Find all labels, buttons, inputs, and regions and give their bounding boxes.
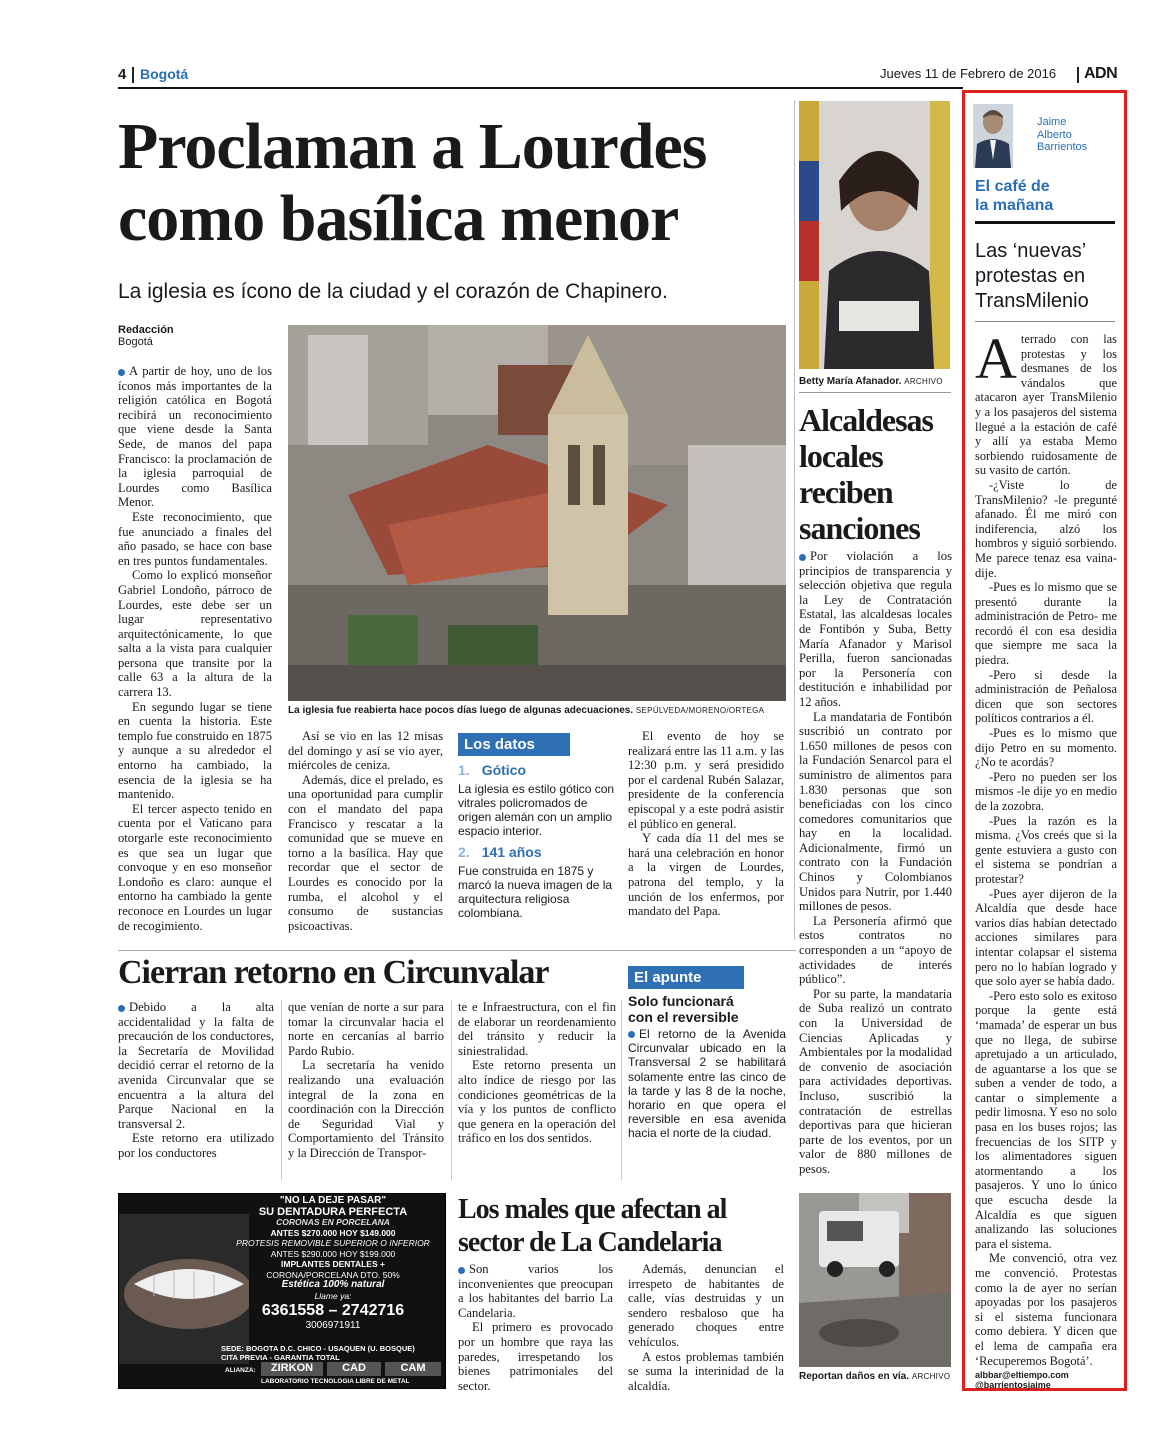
columnist-avatar bbox=[973, 104, 1013, 168]
columnist-header bbox=[973, 104, 1121, 172]
apunte-text: El retorno de la Avenida Circunvalar ubicado en la Transversal 2 se habilitará solamente entre las cinco de la tarde y las 8 de la noche, horario en que opera el reversible en esa avenida hacia el norte de la ciudad. bbox=[628, 1027, 786, 1141]
ad-brand-cad: CAD bbox=[327, 1362, 381, 1376]
ad-lab: LABORATORIO TECNOLOGIA LIBRE DE METAL bbox=[261, 1378, 410, 1385]
byline-place: Bogotá bbox=[118, 336, 153, 348]
ad-line5: IMPLANTES DENTALES + bbox=[281, 1259, 385, 1269]
ad-line4: ANTES $290.000 HOY $199.000 bbox=[270, 1248, 396, 1259]
main-col1-p2: Este reconocimiento, que fue anunciado a finales del año pasado, se hace con base en tres puntos fundamentales. bbox=[118, 509, 272, 568]
ad-line3: PROTESIS REMOVIBLE SUPERIOR O INFERIOR bbox=[236, 1238, 430, 1248]
column-p2: -¿Viste lo de TransMilenio? -le pregunté afanado. Él me miró con indiferencia, alzó los hombros y siguió sorbiendo. Me parece tenaz esa vaina- dije. bbox=[975, 477, 1117, 580]
main-story-col4 bbox=[628, 729, 784, 919]
datos-item1-title: Gótico bbox=[481, 762, 527, 778]
main-headline-line1: Proclaman a Lourdes bbox=[118, 110, 707, 183]
afanador-caption-text: Betty María Afanador. bbox=[799, 376, 902, 387]
circunvalar-c1-p1: Debido a la alta accidentalidad y la falta de precaución de los conductores, la Secretaría de Movilidad decidió cerrar el retorno de la avenida Circunvalar que se encuentra a la altura del Parque Nacional en la transversal 2. bbox=[118, 1000, 274, 1131]
church-caption-text: La iglesia fue reabierta hace pocos días luego de algunas adecuaciones. bbox=[288, 705, 634, 716]
column-body bbox=[975, 326, 1117, 1391]
alcaldesas-headline-l2: locales bbox=[799, 438, 883, 474]
afanador-photo-illustration bbox=[799, 101, 950, 369]
candelaria-headline-l2: sector de La Candelaria bbox=[458, 1227, 722, 1258]
ad-line8: Llame ya: bbox=[314, 1290, 352, 1301]
main-story-col1 bbox=[118, 364, 272, 933]
column-p8: -Pues ayer dijeron de la Alcaldía que desde hace varios días habían detectado acciones similares para intentar colapsar el sistema pero no lo habían logrado y que solo ayer se había dado. bbox=[975, 886, 1117, 989]
ad-address: SEDE: BOGOTA D.C. CHICO - USAQUEN (U. BOSQUE) bbox=[221, 1344, 415, 1353]
circunvalar-col1 bbox=[118, 1000, 274, 1161]
main-col2-p2: Además, dice el prelado, es una oportunidad para cumplir con el mandato del papa Francisco y rescatar a la comunidad que se mueve en torno a la basílica. Hay que recordar que el sector de Lourdes es conocido por la rumba, el alcohol y el consumo de sustancias psicoactivas. bbox=[288, 772, 443, 933]
datos-item2-text: Fue construida en 1875 y marcó la nueva imagen de la arquitectura religiosa colombiana. bbox=[458, 864, 613, 920]
circunvalar-rule-top bbox=[118, 950, 796, 951]
candelaria-c1-p1: Son varios los inconvenientes que preocupan a los habitantes del barrio La Candelaria. bbox=[458, 1262, 613, 1320]
street-caption-text: Reportan daños en vía. bbox=[799, 1371, 910, 1382]
candelaria-col1 bbox=[458, 1262, 613, 1393]
header-rule bbox=[118, 87, 963, 89]
alcaldesas-rule bbox=[799, 392, 951, 393]
candelaria-c2-p2: A estos problemas también se suma la interinidad de la alcaldía. bbox=[628, 1349, 784, 1393]
bullet-icon bbox=[628, 1031, 635, 1038]
afanador-caption bbox=[799, 376, 949, 387]
ad-copy bbox=[223, 1196, 443, 1332]
circunvalar-headline: Cierran retorno en Circunvalar bbox=[118, 954, 549, 991]
datos-item2-title: 141 años bbox=[481, 844, 542, 860]
afanador-photo bbox=[799, 101, 950, 369]
ad-cita: CITA PREVIA - GARANTIA TOTAL bbox=[221, 1353, 340, 1362]
columnist-name-l2: Alberto bbox=[1037, 128, 1072, 141]
datos-item2-num: 2. bbox=[458, 844, 470, 860]
alcaldesas-headline-l1: Alcaldesas bbox=[799, 402, 933, 438]
page-number: 4 bbox=[118, 66, 127, 83]
candelaria-col2 bbox=[628, 1262, 784, 1393]
column-drop-cap: A bbox=[975, 326, 1017, 391]
candelaria-c2-p1: Además, denuncian el irrespeto de habitantes de calle, vías destruidas y un sendero resbaloso que ha generado choques entre vehículos. bbox=[628, 1262, 784, 1349]
column-rule bbox=[794, 100, 795, 940]
afanador-caption-credit: ARCHIVO bbox=[904, 377, 943, 386]
header-date: Jueves 11 de Febrero de 2016 bbox=[880, 66, 1057, 81]
street-photo-illustration bbox=[799, 1193, 951, 1367]
column-email: albbar@eltiempo.com bbox=[975, 1370, 1069, 1381]
main-col1-p5: El tercer aspecto tenido en cuenta por el Vaticano para otorgarle este reconocimiento es que sea un lugar que convoque y en eso monseñor Londoño es claro: aunque el entorno ha cambiado la gente reconoce en Lourdes un lugar de recogimiento. bbox=[118, 801, 272, 933]
byline bbox=[118, 324, 278, 348]
bullet-icon bbox=[799, 554, 806, 561]
church-photo bbox=[288, 325, 786, 701]
ad-phone-mobile: 3006971911 bbox=[305, 1320, 361, 1331]
column-title-rule bbox=[975, 321, 1115, 322]
circunvalar-c2-p1: que venían de norte a sur para tomar la circunvalar hacia el norte en cercanías al barrio Pardo Rubio. bbox=[288, 1000, 444, 1058]
columnist-name bbox=[1037, 116, 1087, 154]
street-caption-credit: ARCHIVO bbox=[911, 1372, 951, 1381]
ad-line6: CORONA/PORCELANA DTO. 50% bbox=[266, 1269, 400, 1280]
main-story-col2 bbox=[288, 729, 443, 933]
alcaldesas-body bbox=[799, 549, 952, 1177]
header-divider-right bbox=[1077, 67, 1079, 83]
bullet-icon bbox=[458, 1267, 465, 1274]
column-twitter: @barrientosjaime bbox=[975, 1380, 1051, 1391]
apunte-box bbox=[628, 966, 786, 1141]
byline-author: Redacción bbox=[118, 324, 174, 336]
main-col1-p1: A partir de hoy, uno de los íconos más importantes de la religión católica en Bogotá recibirá un reconocimiento que viene desde la Santa Sede, de manos del papa Francisco: la proclamación de la iglesia parroquial de Lourdes como Basílica Menor. bbox=[118, 364, 272, 510]
circunvalar-c2-p2: La secretaría ha venido realizando una evaluación integral de la zona en coordinación con la Dirección de Seguridad Vial y Comportamiento del Tránsito y la Dirección de Transpor- bbox=[288, 1058, 444, 1160]
ad-brand-zirkon: ZIRKON bbox=[261, 1362, 323, 1376]
datos-item1-num: 1. bbox=[458, 762, 470, 778]
column-rule bbox=[451, 1000, 452, 1180]
page-header bbox=[118, 66, 1144, 86]
alcaldesas-headline-l4: sanciones bbox=[799, 510, 920, 546]
alcaldesas-p3: La Personería afirmó que estos contratos no corresponden a un “apoyo de actividades de interés público”. bbox=[799, 913, 952, 987]
apunte-label: El apunte bbox=[628, 966, 744, 989]
column-section-l1: El café de bbox=[975, 178, 1050, 195]
dental-ad bbox=[118, 1193, 446, 1389]
main-subhead: La iglesia es ícono de la ciudad y el corazón de Chapinero. bbox=[118, 280, 668, 303]
alcaldesas-headline-l3: reciben bbox=[799, 474, 893, 510]
ad-brand-cam: CAM bbox=[385, 1362, 441, 1376]
section-label: Bogotá bbox=[140, 66, 189, 82]
column-title-l1: Las ‘nuevas’ bbox=[975, 240, 1087, 262]
church-photo-caption bbox=[288, 705, 788, 716]
circunvalar-col2 bbox=[288, 1000, 444, 1161]
ad-alianza: ALIANZA: bbox=[225, 1367, 256, 1374]
ad-tagline2: SU DENTADURA PERFECTA bbox=[258, 1205, 408, 1218]
circunvalar-c3-p1: te e Infraestructura, con el fin de elaborar un reordenamiento del tránsito y reducir la siniestralidad. bbox=[458, 1000, 616, 1058]
alcaldesas-p2: La mandataria de Fontibón suscribió un contrato por 1.650 millones de pesos con la Fundación Senarcol para el suministro de alimentos para 1.830 personas que son beneficiadas con los cinco comedores comunitarios que hay en la localidad. Adicionalmente, firmó un contrato con la Fundación Chinos y Colombianos Unidos para Nutrir, por 1.440 millones de pesos. bbox=[799, 709, 952, 914]
main-col4-p2: Y cada día 11 del mes se hará una celebración en honor a la virgen de Lourdes, patrona del templo, y la unción de los enfermos, por mandato del Papa. bbox=[628, 831, 784, 919]
column-title bbox=[975, 239, 1120, 314]
columnist-name-l3: Barrientos bbox=[1037, 141, 1088, 153]
columnist-name-l1: Jaime bbox=[1037, 116, 1067, 128]
column-rule bbox=[281, 1000, 282, 1180]
datos-box bbox=[458, 733, 616, 920]
church-photo-illustration bbox=[288, 325, 786, 701]
apunte-title-l2: con el reversible bbox=[628, 1009, 739, 1025]
ad-line2: ANTES $270.000 HOY $149.000 bbox=[270, 1227, 396, 1238]
column-section-rule bbox=[975, 221, 1115, 224]
street-caption bbox=[799, 1371, 951, 1382]
column-title-l3: TransMilenio bbox=[975, 290, 1089, 312]
bullet-icon bbox=[118, 1005, 125, 1012]
bullet-icon bbox=[118, 369, 125, 376]
column-p3: -Pues es lo mismo que se presentó durante la administración de Petro- me recordó él con esa desidia que siempre me saca la piedra. bbox=[975, 580, 1117, 668]
column-p4: -Pero si desde la administración de Peñalosa dicen que son sectores políticos contrarios a él. bbox=[975, 667, 1117, 726]
column-p1: Aterrado con las protestas y los desmanes de los vándalos que atacaron ayer TransMilenio y a los pasajeros del sistema llegué a la estación de café y allí ya estaba Memo sorbiendo ruidosamente de su vasito de cartón. bbox=[975, 326, 1117, 478]
ad-line1: CORONAS EN PORCELANA bbox=[276, 1217, 390, 1227]
main-headline-line2: como basílica menor bbox=[118, 182, 679, 255]
circunvalar-c1-p2: Este retorno era utilizado por los conductores bbox=[118, 1131, 274, 1160]
column-rule bbox=[621, 1000, 622, 1180]
datos-item1-text: La iglesia es estilo gótico con vitrales policromados de origen alemán con un amplio espacio interior. bbox=[458, 782, 615, 838]
column-section bbox=[975, 177, 1120, 215]
circunvalar-c3-p2: Este retorno presenta un alto índice de riesgo por las condiciones geométricas de la vía y los puntos de conflicto que genera en la operación del tráfico en los dos sentidos. bbox=[458, 1058, 616, 1146]
ad-line7: Estética 100% natural bbox=[281, 1279, 385, 1290]
datos-title: Los datos bbox=[458, 733, 570, 756]
candelaria-headline bbox=[458, 1193, 788, 1259]
datos-item1 bbox=[458, 762, 616, 838]
alcaldesas-p1: Por violación a los principios de transparencia y selección objetiva que regula la Ley de Contratación Estatal, las alcaldesas locales de Fontibón y Suba, Betty María Afanador y Marisol Perilla, fueron sancionadas por la Personería con destitución e inhabilidad por 12 años. bbox=[799, 549, 952, 709]
street-photo bbox=[799, 1193, 951, 1367]
column-p10: Me convenció, otra vez me convenció. Protestas como la de ayer no serían apoyadas por los pasajeros si el sistema funcionara como debiera. Y dicen que el lema de campaña era ‘Recuperemos Bogotá’. bbox=[975, 1251, 1117, 1368]
church-caption-credit: SEPÚLVEDA/MORENO/ORTEGA bbox=[635, 706, 765, 715]
column-section-l2: la mañana bbox=[975, 197, 1054, 214]
alcaldesas-headline bbox=[799, 402, 951, 546]
main-col1-p3: Como lo explicó monseñor Gabriel Londoño, párroco de Lourdes, este debe ser un lugar representativo arquitectónicamente, lo que salta a la vista para cualquier persona que transite por la calle 63 a la altura de la carrera 13. bbox=[118, 568, 272, 700]
datos-item2 bbox=[458, 844, 616, 920]
apunte-title-l1: Solo funcionará bbox=[628, 993, 734, 1009]
ad-tagline1: "NO LA DEJE PASAR" bbox=[279, 1195, 387, 1206]
column-title-l2: protestas en bbox=[975, 265, 1086, 287]
column-p7: -Pues la razón es la misma. ¿Vos creés que si la gente estuviera a gusto con el sistema se pondrían a protestar? bbox=[975, 813, 1117, 886]
column-p5: -Pues es lo mismo que dijo Petro en su momento. ¿No te acordás? bbox=[975, 726, 1117, 770]
candelaria-headline-l1: Los males que afectan al bbox=[458, 1194, 727, 1225]
main-col4-p1: El evento de hoy se realizará entre las 11 a.m. y las 12:30 p.m. y será presidido por el cardenal Rubén Salazar, presidente de la conferencia episcopal y a este podrá asistir el público en general. bbox=[628, 729, 784, 831]
main-col1-p4: En segundo lugar se tiene en cuenta la historia. Este templo fue construido en 1875 y aunque a su alrededor el entorno ha cambiado, la esencia de la iglesia se ha mantenido. bbox=[118, 699, 272, 802]
candelaria-c1-p2: El primero es provocado por un hombre que raya las paredes, irrespetando los bienes patrimoniales del sector. bbox=[458, 1320, 613, 1393]
alcaldesas-p4: Por su parte, la mandataria de Suba realizó un contrato con la Universidad de Ciencias Aplicadas y Ambientales por la modalidad de convenio de asociación para actividades deportivas. Incluso, suscribió la contratación de estrellas deportivas para que hicieran parte de los eventos, por un valor de 880 millones de pesos. bbox=[799, 986, 952, 1176]
ad-phone-main: 6361558 – 2742716 bbox=[261, 1302, 405, 1319]
main-headline bbox=[118, 110, 788, 258]
column-p6: -Pero no pueden ser los mismos -le dije yo en medio de la zozobra. bbox=[975, 769, 1117, 813]
column-p9: -Pero esto solo es exitoso porque la gente está ‘mamada’ de esperar un bus que no llega, de subirse apretujado a un articulado, de aguantarse a los que se suben a vender de todo, a cantar o simplemente a pedir limosna. Y eso no solo pasa en los buses rojos; las frecuencias de los SITP y los alimentadores siguen atormentando a los pasajeros. Y uno lo único que escucha desde la Alcaldía es que siguen analizando las soluciones para el sistema. bbox=[975, 988, 1117, 1251]
circunvalar-col3 bbox=[458, 1000, 616, 1146]
header-divider bbox=[132, 67, 134, 83]
main-col2-p1: Así se vio en las 12 misas del domingo y así se vio ayer, miércoles de ceniza. bbox=[288, 729, 443, 773]
brand-logo: ADN bbox=[1084, 65, 1118, 82]
